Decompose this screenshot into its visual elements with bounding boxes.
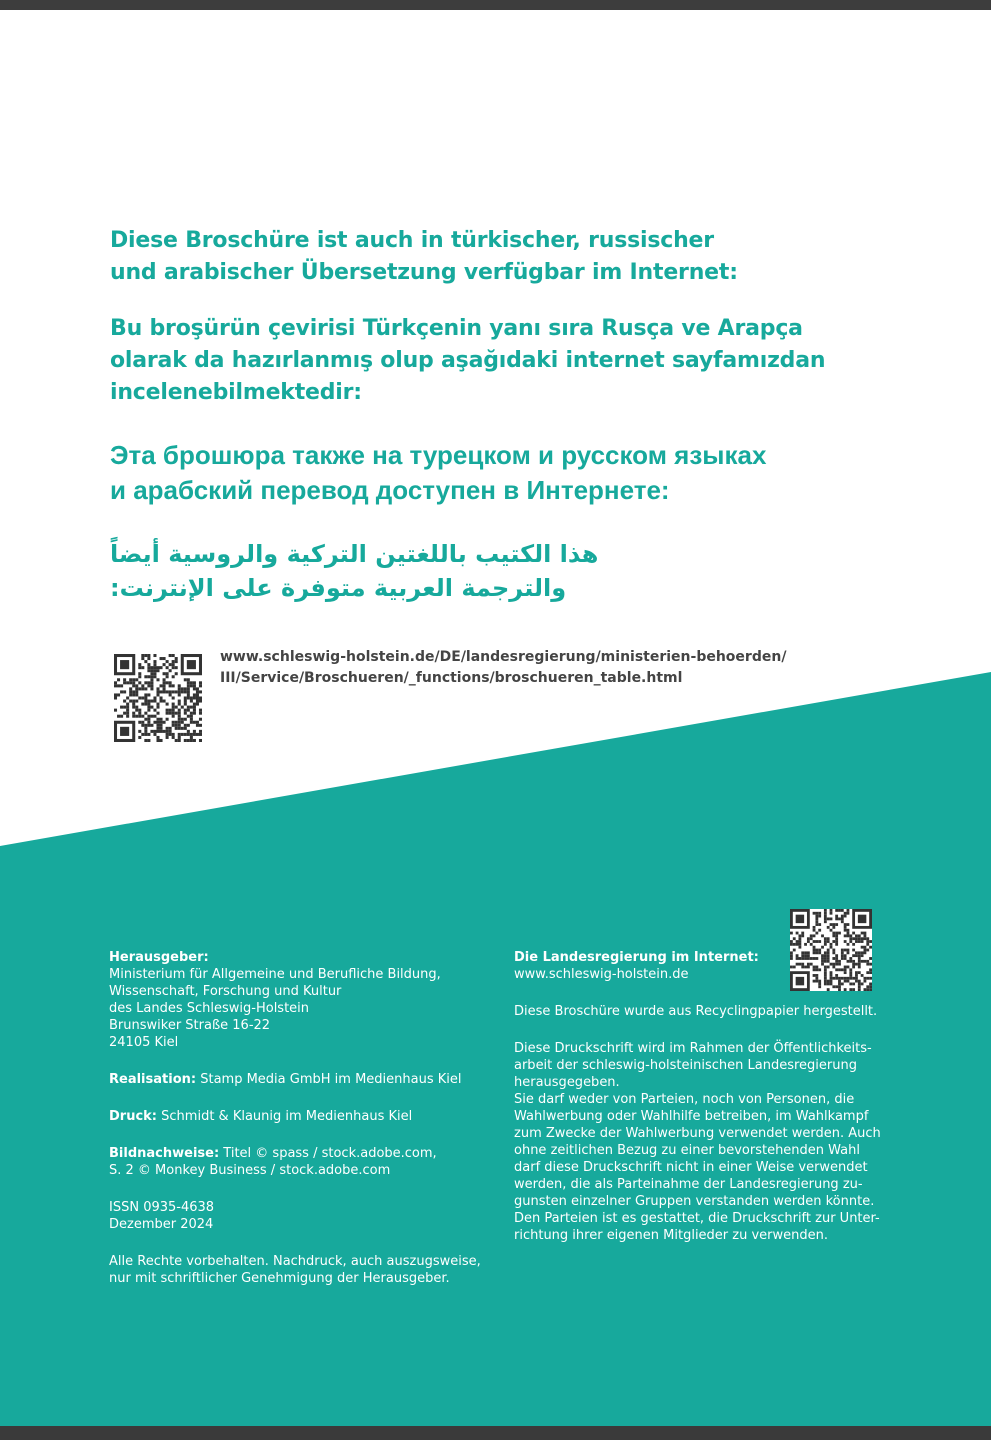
- viewer-bottom-bar: [0, 1426, 991, 1440]
- turkish-heading-line-1: Bu broşürün çevirisi Türkçenin yanı sıra Rusça ve Arapça: [110, 316, 803, 341]
- print-credit: [109, 1108, 489, 1125]
- realisation-value: Stamp Media GmbH im Medienhaus Kiel: [200, 1072, 462, 1087]
- publisher-line: 24105 Kiel: [109, 1035, 179, 1050]
- notice-line: darf diese Druckschrift nicht in einer Weise verwendet: [514, 1160, 868, 1175]
- publisher-address: [109, 966, 489, 1051]
- brochure-url-link[interactable]: [220, 647, 786, 689]
- imprint-column: [109, 949, 489, 1287]
- realisation-label: Realisation:: [109, 1072, 197, 1087]
- image-credits: [109, 1145, 489, 1162]
- arabic-heading-line-2: والترجمة العربية متوفرة على الإنترنت:: [110, 574, 567, 602]
- russian-heading-line-1: Эта брошюра также на турецком и русском языках: [110, 440, 767, 470]
- notice-line: werden, die als Parteinahme der Landesregierung zu-: [514, 1177, 863, 1192]
- rights-notice: [109, 1253, 489, 1287]
- notice-line: Diese Druckschrift wird im Rahmen der Öffentlichkeits-: [514, 1041, 872, 1056]
- image-credits-line-1: Titel © spass / stock.adobe.com,: [223, 1146, 437, 1161]
- arabic-heading-line-1: هذا الكتيب باللغتين التركية والروسية أيضاً: [110, 540, 599, 568]
- brochure-url-line-1: www.schleswig-holstein.de/DE/landesregierung/ministerien-behoerden/: [220, 649, 787, 665]
- publisher-line: des Landes Schleswig-Holstein: [109, 1001, 310, 1016]
- print-value: Schmidt & Klaunig im Medienhaus Kiel: [161, 1109, 413, 1124]
- realisation-credit: [109, 1071, 489, 1088]
- brochure-url-line-2: III/Service/Broschueren/_functions/broschueren_table.html: [220, 670, 683, 686]
- government-website-link[interactable]: www.schleswig-holstein.de: [514, 967, 689, 982]
- publication-notice: [514, 1040, 894, 1244]
- german-availability-heading: [110, 225, 738, 289]
- viewer-top-bar: [0, 0, 991, 10]
- german-heading-line-1: Diese Broschüre ist auch in türkischer, russischer: [110, 228, 714, 253]
- rights-line: Alle Rechte vorbehalten. Nachdruck, auch auszugsweise,: [109, 1254, 481, 1269]
- brochure-back-cover: [0, 10, 991, 1426]
- notice-line: ohne zeitlichen Bezug zu einer bevorstehenden Wahl: [514, 1143, 861, 1158]
- notice-line: richtung ihrer eigenen Mitglieder zu verwenden.: [514, 1228, 829, 1243]
- turkish-availability-heading: [110, 313, 825, 409]
- qr-code-icon: [790, 909, 872, 991]
- qr-code-icon: [114, 654, 202, 742]
- notice-line: Wahlwerbung oder Wahlhilfe betreiben, im Wahlkampf: [514, 1109, 869, 1124]
- rights-line: nur mit schriftlicher Genehmigung der Herausgeber.: [109, 1271, 450, 1286]
- publisher-line: Wissenschaft, Forschung und Kultur: [109, 984, 342, 999]
- publisher-label: Herausgeber:: [109, 950, 209, 965]
- government-info-column: [514, 949, 894, 1244]
- notice-line: zum Zwecke der Wahlwerbung verwendet werden. Auch: [514, 1126, 881, 1141]
- notice-line: herausgegeben.: [514, 1075, 620, 1090]
- turkish-heading-line-2: olarak da hazırlanmış olup aşağıdaki internet sayfamızdan: [110, 348, 826, 373]
- internet-label: Die Landesregierung im Internet:: [514, 950, 759, 965]
- turkish-heading-line-3: incelenebilmektedir:: [110, 380, 362, 405]
- publication-date: Dezember 2024: [109, 1217, 214, 1232]
- publisher-line: Brunswiker Straße 16-22: [109, 1018, 271, 1033]
- russian-heading-line-2: и арабский перевод доступен в Интернете:: [110, 475, 670, 505]
- notice-line: Sie darf weder von Parteien, noch von Personen, die: [514, 1092, 855, 1107]
- arabic-availability-heading: [110, 537, 670, 605]
- government-website-qr-code[interactable]: [790, 909, 872, 991]
- recycling-note: Diese Broschüre wurde aus Recyclingpapier hergestellt.: [514, 1004, 878, 1019]
- print-label: Druck:: [109, 1109, 158, 1124]
- publisher-line: Ministerium für Allgemeine und Berufliche Bildung,: [109, 967, 441, 982]
- notice-line: arbeit der schleswig-holsteinischen Landesregierung: [514, 1058, 857, 1073]
- issn-number: ISSN 0935-4638: [109, 1200, 215, 1215]
- russian-availability-heading: [110, 438, 766, 508]
- notice-line: Den Parteien ist es gestattet, die Druckschrift zur Unter-: [514, 1211, 880, 1226]
- german-heading-line-2: und arabischer Übersetzung verfügbar im Internet:: [110, 260, 738, 285]
- notice-line: gunsten einzelner Gruppen verstanden werden könnte.: [514, 1194, 875, 1209]
- image-credits-line-2: S. 2 © Monkey Business / stock.adobe.com: [109, 1163, 391, 1178]
- image-credits-label: Bildnachweise:: [109, 1146, 220, 1161]
- brochure-qr-code[interactable]: [114, 654, 202, 742]
